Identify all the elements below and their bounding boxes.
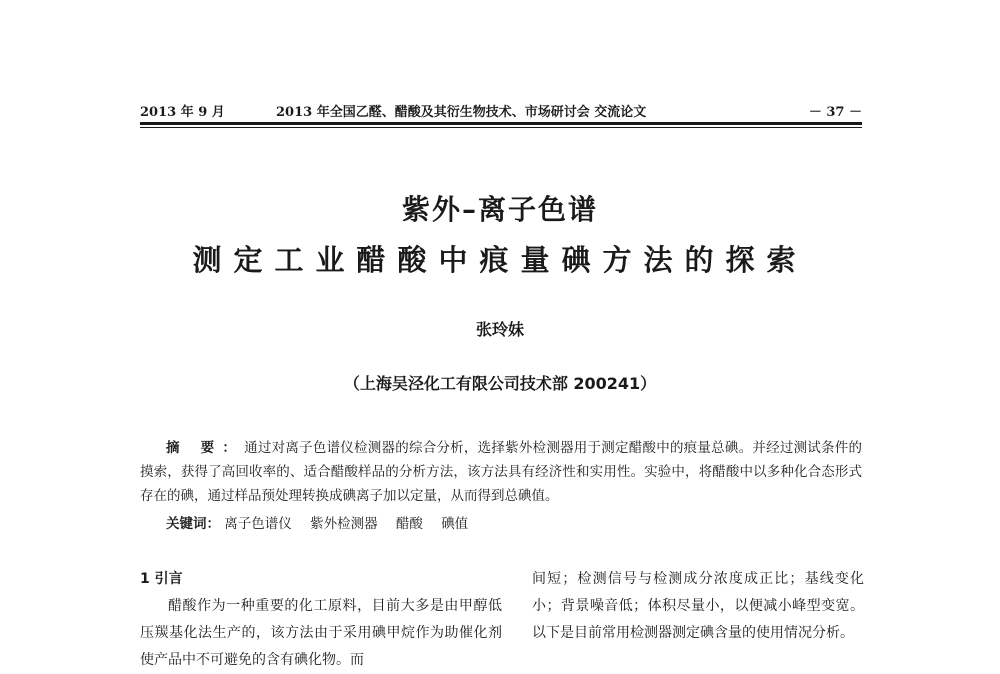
header-rule-thin: [140, 127, 862, 128]
header-date: 2013 年 9 月: [140, 105, 225, 120]
paper-title-line2: 测定工业醋酸中痕量碘方法的探索: [192, 243, 808, 277]
running-header: [140, 101, 862, 123]
header-rule-thick: [140, 122, 862, 125]
body-column-left: [140, 566, 502, 674]
author-name: 张玲妹: [475, 320, 524, 339]
header-conference: 2013 年全国乙醛、醋酸及其衍生物技术、市场研讨会 交流论文: [276, 105, 647, 120]
keywords-label: 关键词：: [166, 516, 220, 532]
body-paragraph: 醋酸作为一种重要的化工原料，目前大多是由甲醇低压羰基化法生产的，该方法由于采用碘甲烷作为助催化剂使产品中不可避免的含有碘化物。而: [140, 598, 502, 668]
keywords: [166, 512, 482, 536]
paper-title-line1: 紫外–离子色谱: [401, 193, 598, 226]
body-paragraph: 间短；检测信号与检测成分浓度成正比；基线变化小；背景噪音低；体积尽量小，以便减小峰型变宽。以下是目前常用检测器测定碘含量的使用情况分析。: [532, 571, 864, 641]
keyword-item: 离子色谱仪: [224, 516, 292, 532]
abstract: [140, 436, 862, 508]
header-page-number: － 37 －: [808, 105, 862, 120]
abstract-paragraph: [140, 436, 862, 508]
section-heading-introduction: 1 引言: [140, 571, 183, 587]
keyword-item: 醋酸: [395, 516, 423, 532]
keyword-item: 紫外检测器: [310, 516, 378, 532]
abstract-text: 通过对离子色谱仪检测器的综合分析，选择紫外检测器用于测定醋酸中的痕量总碘。并经过测试条件的摸索，获得了高回收率的、适合醋酸样品的分析方法，该方法具有经济性和实用性。实验中，将醋酸中以多种化合态形式存在的碘，通过样品预处理转换成碘离子加以定量，从而得到总碘值。: [140, 440, 863, 504]
author-affiliation: （上海吴泾化工有限公司技术部 200241）: [343, 374, 657, 393]
abstract-label: 摘 要：: [166, 440, 245, 456]
body-column-right: [532, 566, 864, 647]
keyword-item: 碘值: [441, 516, 469, 532]
